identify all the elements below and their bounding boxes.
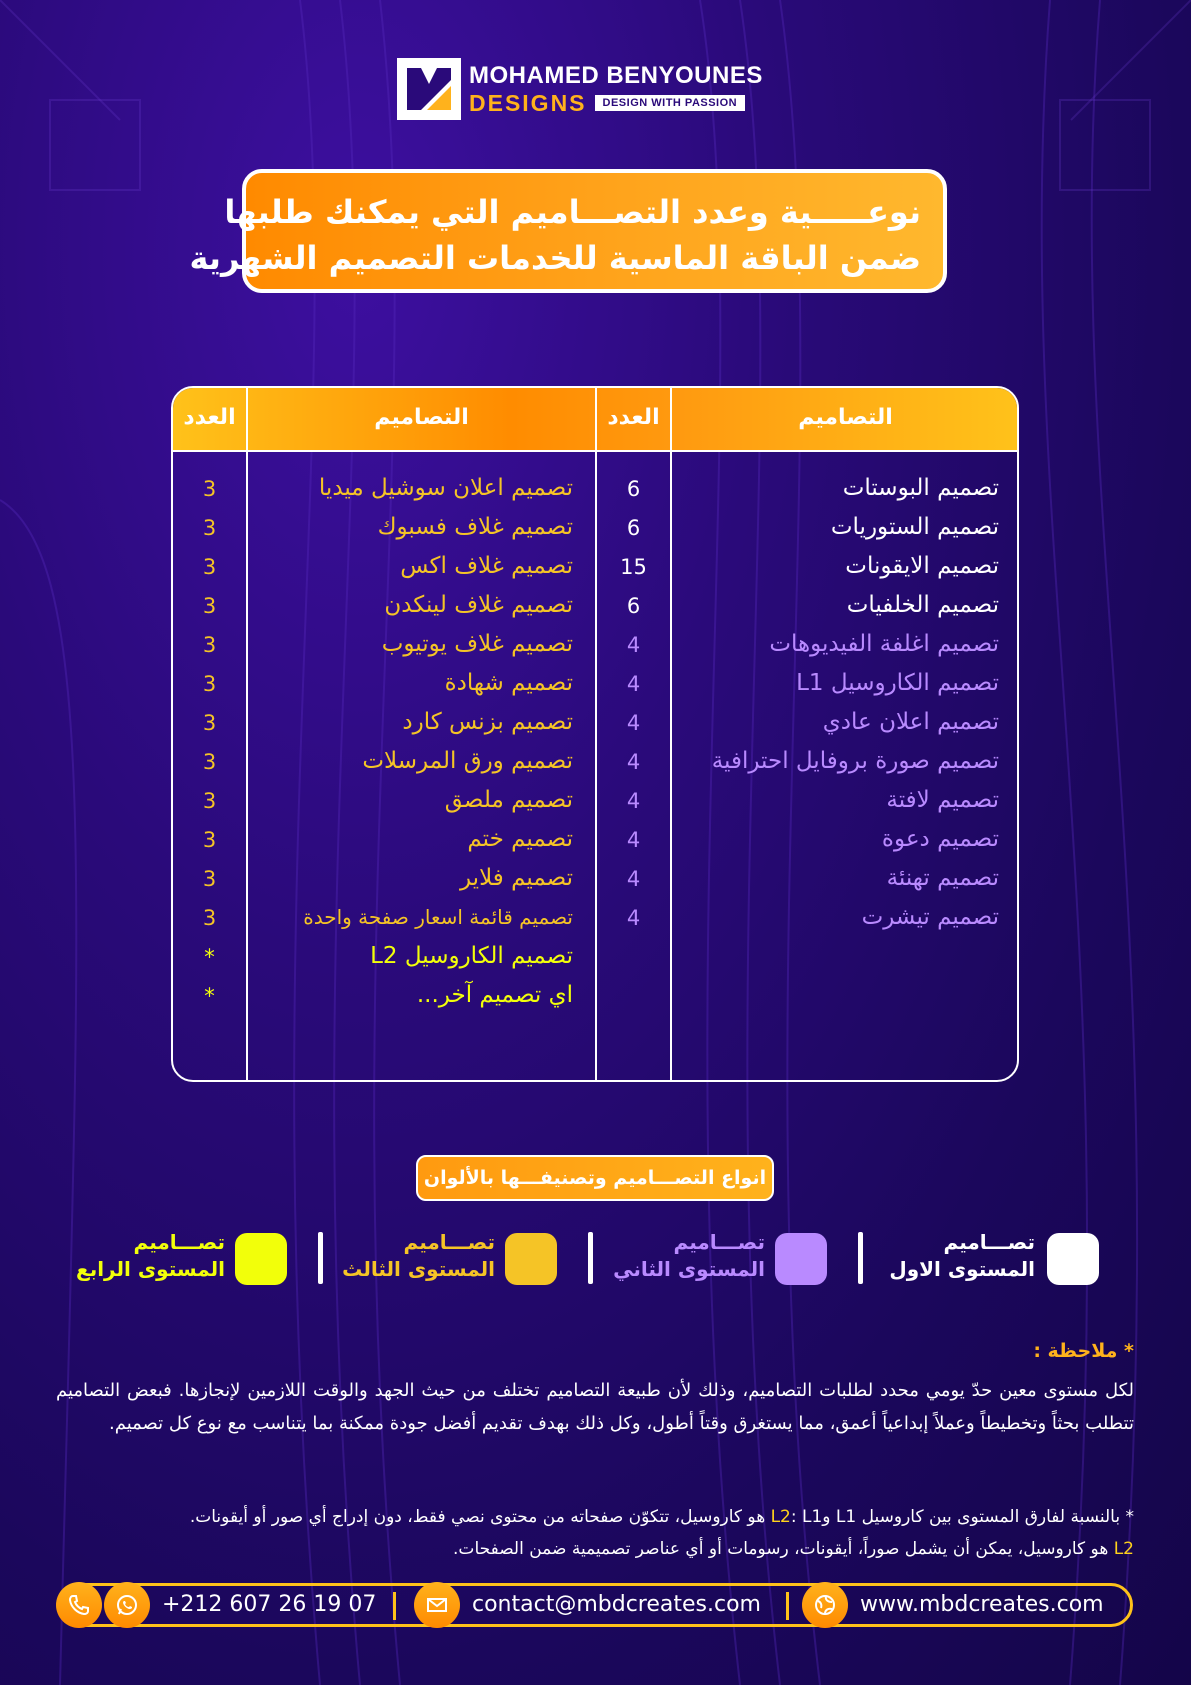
note-heading: * ملاحظة : xyxy=(1033,1340,1134,1362)
table-row xyxy=(626,585,1019,624)
design-name: تصميم شهادة xyxy=(444,670,573,696)
table-row xyxy=(626,663,1019,702)
note-body: لكل مستوى معين حدّ يومي محدد لطلبات التصاميم، وذلك لأن طبيعة التصاميم تختلف من حيث الجهد والوقت اللازمين لإنجازها. فبعض التصاميم تتطلب بحثاً وتخطيطاً وعملاً إبداعياً أعمق، مما يستغرق وقتاً أطول، وكل ذلك بهدف تقديم أفضل جودة ممكنة بما يتناسب مع نوع كل تصميم. xyxy=(56,1380,1134,1434)
legend-level-4 xyxy=(76,1227,290,1291)
legend-separator xyxy=(588,1232,593,1284)
header-designs-left: التصاميم xyxy=(374,405,469,430)
legend-level-1 xyxy=(890,1227,1100,1291)
whatsapp-icon[interactable] xyxy=(104,1582,150,1628)
table-row xyxy=(173,936,595,975)
website-url[interactable]: www.mbdcreates.com xyxy=(860,1592,1104,1617)
legend-label-level-1: تصـــاميم المستوى الاول xyxy=(889,1230,1035,1281)
legend-swatch-level-1 xyxy=(1047,1233,1099,1285)
design-count: * xyxy=(204,945,215,969)
table-row xyxy=(626,897,1019,936)
design-name: تصميم صورة بروفايل احترافية xyxy=(711,748,999,774)
header-count-left: العدد xyxy=(183,405,236,430)
table-row xyxy=(173,702,595,741)
footer-separator xyxy=(786,1592,789,1620)
design-name: تصميم فلاير xyxy=(459,865,573,891)
design-count: 3 xyxy=(202,906,217,930)
design-count: 15 xyxy=(620,555,647,579)
design-count: 3 xyxy=(202,594,217,618)
page-title-line-2: ضمن الباقة الماسية للخدمات التصميم الشهرية xyxy=(189,239,921,277)
table-row xyxy=(626,819,1019,858)
legend-level-2 xyxy=(613,1227,830,1291)
design-count: 3 xyxy=(202,477,217,501)
brand-designs: DESIGNS xyxy=(469,90,587,116)
design-count: 4 xyxy=(626,867,641,891)
header-designs-right: التصاميم xyxy=(798,405,893,430)
design-name: تصميم لافتة xyxy=(886,787,999,813)
design-count: 3 xyxy=(202,867,217,891)
design-name: تصميم دعوة xyxy=(881,826,999,852)
design-name: تصميم ختم xyxy=(467,826,573,852)
table-row xyxy=(173,741,595,780)
legend-label-level-2: تصـــاميم المستوى الثاني xyxy=(613,1230,765,1281)
design-name: تصميم غلاف يوتيوب xyxy=(381,631,573,657)
table-row xyxy=(173,585,595,624)
brand-tagline: DESIGN WITH PASSION xyxy=(595,95,746,111)
design-name: تصميم ملصق xyxy=(444,787,573,813)
design-name: تصميم قائمة اسعار صفحة واحدة xyxy=(303,905,573,929)
design-count: 3 xyxy=(202,516,217,540)
design-name: تصميم غلاف اكس xyxy=(400,553,573,579)
design-count: 4 xyxy=(626,633,641,657)
logo-mark-icon xyxy=(397,58,461,120)
table-row xyxy=(626,702,1019,741)
header-count-right: العدد xyxy=(607,405,660,430)
email-address[interactable]: contact@mbdcreates.com xyxy=(472,1592,761,1617)
design-name: تصميم الستوريات xyxy=(830,514,999,540)
design-name: تصميم تيشرت xyxy=(861,904,999,930)
design-name: تصميم الايقونات xyxy=(845,553,999,579)
table-row xyxy=(173,507,595,546)
table-row xyxy=(626,858,1019,897)
design-count: 4 xyxy=(626,711,641,735)
design-name: تصميم غلاف فسبوك xyxy=(377,514,573,540)
table-row xyxy=(620,546,1019,585)
legend-separator xyxy=(858,1232,863,1284)
design-count: 3 xyxy=(202,633,217,657)
designs-table xyxy=(171,386,1019,1082)
footer-separator xyxy=(393,1592,396,1620)
table-row xyxy=(626,780,1019,819)
design-count: 6 xyxy=(626,594,641,618)
design-count: 3 xyxy=(202,828,217,852)
design-count: 4 xyxy=(626,672,641,696)
right-design-list xyxy=(620,468,1019,936)
design-name: تصميم تهنئة xyxy=(886,865,999,891)
phone-icon[interactable] xyxy=(56,1582,102,1628)
design-name: تصميم اعلان سوشيل ميديا xyxy=(318,475,573,501)
table-row xyxy=(173,858,595,897)
table-row xyxy=(173,546,595,585)
legend-separator xyxy=(318,1232,323,1284)
brand-name: MOHAMED BENYOUNES xyxy=(469,62,763,89)
page-title-box xyxy=(189,169,947,293)
table-row xyxy=(173,468,595,507)
table-row xyxy=(173,819,595,858)
table-row xyxy=(626,624,1019,663)
design-name: تصميم اعلان عادي xyxy=(822,709,999,735)
design-name: تصميم الخلفيات xyxy=(846,592,999,618)
table-row xyxy=(626,468,1019,507)
legend-label-level-4: تصـــاميم المستوى الرابع xyxy=(76,1230,225,1281)
design-count: 3 xyxy=(202,750,217,774)
design-count: 6 xyxy=(626,516,641,540)
design-count: 4 xyxy=(626,789,641,813)
design-count: 4 xyxy=(626,906,641,930)
design-count: 3 xyxy=(202,672,217,696)
design-count: 3 xyxy=(202,789,217,813)
design-name: تصميم الكاروسيل L1 xyxy=(796,670,999,696)
legend-level-3 xyxy=(342,1227,560,1291)
table-row xyxy=(173,897,595,936)
brand-logo xyxy=(397,58,763,120)
design-count: 3 xyxy=(202,555,217,579)
table-row xyxy=(173,663,595,702)
table-row xyxy=(626,741,1019,780)
legend-swatch-level-2 xyxy=(775,1233,827,1285)
design-name: تصميم البوستات xyxy=(842,475,999,501)
legend-swatch-level-4 xyxy=(235,1233,287,1285)
design-name: تصميم اغلفة الفيديوهات xyxy=(769,631,999,657)
email-icon[interactable] xyxy=(414,1582,460,1628)
table-row xyxy=(173,624,595,663)
header-divider xyxy=(173,450,1017,452)
table-row xyxy=(626,507,1019,546)
table-row xyxy=(173,780,595,819)
table-row xyxy=(173,975,595,1014)
left-design-list xyxy=(173,468,595,1014)
design-name: تصميم الكاروسيل L2 xyxy=(370,943,573,969)
design-count: 3 xyxy=(202,711,217,735)
design-count: 6 xyxy=(626,477,641,501)
design-name: تصميم بزنس كارد xyxy=(402,709,573,735)
design-name: تصميم غلاف لينكدن xyxy=(384,592,573,618)
design-count: * xyxy=(204,984,215,1008)
legend-swatch-level-3 xyxy=(505,1233,557,1285)
globe-icon[interactable] xyxy=(802,1582,848,1628)
legend-title: انواع التصـــاميم وتصنيفـــها بالألوان xyxy=(416,1155,774,1201)
design-count: 4 xyxy=(626,828,641,852)
carousel-level-note: * بالنسبة لفارق المستوى بين كاروسيل L1 وL2: L1 هو كاروسيل، تتكوّن صفحاته من محتوى نصي فقط، دون إدراج أي صور أو أيقونات. L2 هو كاروسيل، يمكن أن يشمل صوراً، أيقونات، رسومات أو أي عناصر تصميمية ضمن الصفحات. xyxy=(189,1507,1134,1559)
phone-number[interactable]: +212 607 26 19 07 xyxy=(162,1592,377,1617)
design-name: تصميم ورق المرسلات xyxy=(362,748,573,774)
design-count: 4 xyxy=(626,750,641,774)
design-name: اي تصميم آخر... xyxy=(416,982,573,1008)
page-title-line-1: نوعـــــية وعدد التصـــاميم التي يمكنك طلبها xyxy=(224,193,921,231)
legend-label-level-3: تصـــاميم المستوى الثالث xyxy=(342,1230,495,1281)
